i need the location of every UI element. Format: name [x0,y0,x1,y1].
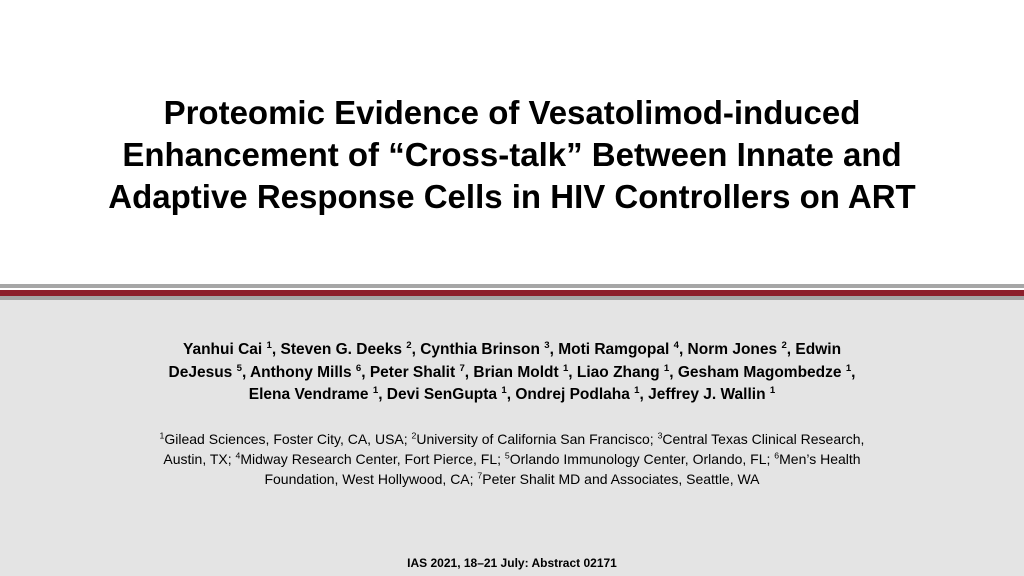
affiliation-marker: 2 [781,339,787,351]
author-line: DeJesus $^5$, Anthony Mills $^6$, Peter Shalit $^7$, Brian Moldt $^1$, Liao Zhang $^1$, Gesham Magombedze $^1$, [168,362,856,381]
author-list [60,339,964,407]
affiliation-marker: 5 [504,450,510,461]
affiliation-marker: 1 [663,362,670,374]
affiliation-marker: 2 [406,339,412,351]
title-line: Enhancement of “Cross-talk” Between Innate and [122,136,902,173]
title-line: Proteomic Evidence of Vesatolimod-induced [163,94,861,131]
affiliation-marker: 1 [562,362,569,374]
affiliation-marker: 5 [236,362,242,374]
affiliation-marker: 1 [634,384,640,396]
author-line: Yanhui Cai $^1$, Steven G. Deeks $^2$, Cynthia Brinson $^3$, Moti Ramgopal $^4$, Norm Jones $^2$, Edwin [182,339,842,358]
affiliation-marker: 1 [769,384,776,396]
title-line: Adaptive Response Cells in HIV Controllers on ART [108,178,916,215]
affiliation-marker: 7 [477,470,483,481]
affiliation-marker: 4 [673,339,679,351]
affiliation-marker: 3 [544,339,550,351]
affiliation-marker: 4 [235,450,241,461]
affiliation-marker: 6 [774,450,780,461]
affiliation-marker: 7 [459,362,465,374]
slide-title [40,92,984,218]
divider-gray-top [0,284,1024,288]
author-line: Elena Vendrame $^1$, Devi SenGupta $^1$, Ondrej Podlaha $^1$, Jeffrey J. Wallin $^1$ [248,384,776,403]
affiliation-marker: 1 [845,362,852,374]
conference-footer: IAS 2021, 18–21 July: Abstract 02171 [407,556,617,570]
affiliation-line: $^1$Gilead Sciences, Foster City, CA, USA; $^2$University of California San Francisco; $^3$Central Texas Clinical Research, [159,430,865,447]
affiliation-marker: 6 [355,362,362,374]
affiliation-marker: 2 [411,430,417,441]
affiliation-line: Austin, TX; $^4$Midway Research Center, Fort Pierce, FL; $^5$Orlando Immunology Center, Orlando, FL; $^6$Men’s Health [163,450,861,467]
affiliation-marker: 1 [372,384,379,396]
affiliation-list [40,429,984,489]
affiliation-marker: 1 [159,430,165,441]
affiliation-marker: 1 [501,384,507,396]
affiliation-marker: 1 [266,339,272,351]
affiliation-marker: 3 [657,430,663,441]
affiliation-line: Foundation, West Hollywood, CA; $^7$Peter Shalit MD and Associates, Seattle, WA [264,470,760,487]
